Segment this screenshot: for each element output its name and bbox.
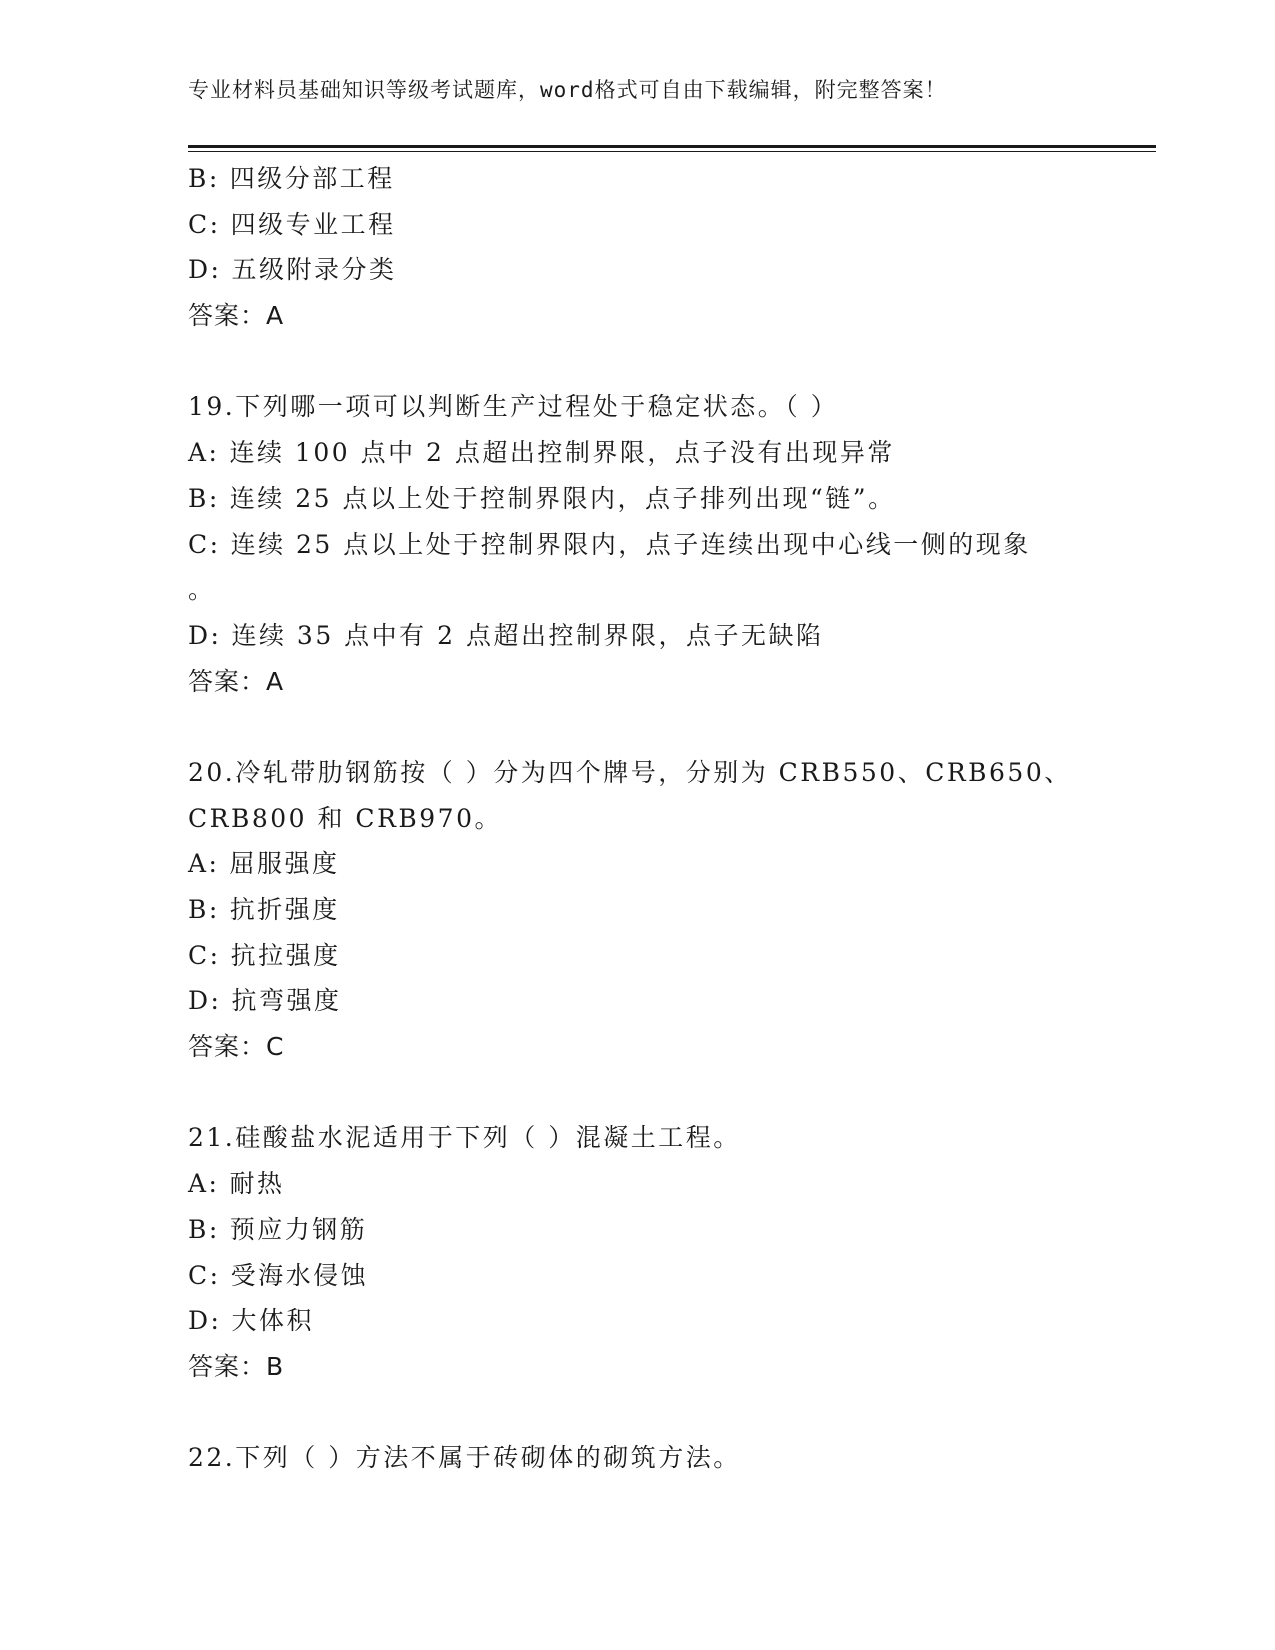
option-text: 屈服强度: [229, 849, 340, 879]
option-letter: D:: [188, 1306, 222, 1336]
answer-key: 答案：A: [188, 301, 285, 331]
option-text: 连续 100 点中 2 点超出控制界限，点子没有出现异常: [229, 438, 895, 468]
question-text: 20.冷轧带肋钢筋按（ ）分为四个牌号，分别为 CRB550、CRB650、: [188, 757, 1072, 787]
option-text: 抗弯强度: [231, 986, 342, 1016]
option-text: 受海水侵蚀: [230, 1260, 369, 1290]
option-letter: A:: [188, 438, 220, 468]
answer-option: [188, 1253, 1156, 1299]
answer-option: [188, 841, 1156, 887]
answer-option: [188, 430, 1156, 476]
option-letter: B:: [188, 164, 220, 193]
option-letter: A:: [188, 849, 220, 879]
option-letter: C:: [188, 940, 221, 970]
spacer: [188, 1070, 1156, 1116]
option-text: 耐热: [229, 1169, 285, 1199]
option-letter: D:: [188, 620, 222, 650]
option-letter: B:: [188, 895, 220, 924]
question-text: 21.硅酸盐水泥适用于下列（ ）混凝土工程。: [188, 1123, 741, 1153]
answer-option: [188, 1207, 1156, 1253]
option-text: 连续 25 点以上处于控制界限内，点子排列出现“链”。: [229, 483, 896, 513]
answer-option: [188, 522, 1156, 568]
page-header: 专业材料员基础知识等级考试题库，word格式可自由下载编辑，附完整答案！: [188, 78, 947, 102]
option-text: 预应力钢筋: [229, 1214, 368, 1244]
answer-key: 答案：C: [188, 1032, 285, 1062]
option-text: 四级专业工程: [230, 209, 396, 239]
option-text: 四级分部工程: [229, 164, 395, 193]
option-text: 抗拉强度: [230, 940, 341, 970]
option-text: 大体积: [231, 1306, 314, 1336]
answer-option: [188, 247, 1156, 293]
option-text: 五级附录分类: [231, 255, 397, 285]
question-text: 19.下列哪一项可以判断生产过程处于稳定状态。（ ）: [188, 392, 839, 422]
answer-option: [188, 933, 1156, 979]
answer-option: [188, 476, 1156, 522]
option-letter: A:: [188, 1169, 220, 1199]
answer-key: 答案：B: [188, 1351, 285, 1381]
question-list: [188, 156, 1156, 1481]
option-text: 连续 25 点以上处于控制界限内，点子连续出现中心线一侧的现象: [230, 529, 1031, 559]
answer-option: [188, 156, 1156, 202]
answer-option: [188, 202, 1156, 248]
question-text: 22.下列（ ）方法不属于砖砌体的砌筑方法。: [188, 1443, 741, 1473]
spacer: [188, 1390, 1156, 1436]
option-letter: B:: [188, 1214, 220, 1244]
answer-option: [188, 613, 1156, 659]
question-text: 。: [188, 575, 216, 605]
option-letter: C:: [188, 1260, 221, 1290]
answer-option: [188, 887, 1156, 933]
header-divider: [188, 145, 1156, 152]
answer-option: [188, 1161, 1156, 1207]
spacer: [188, 704, 1156, 750]
option-letter: B:: [188, 483, 220, 513]
option-letter: D:: [188, 986, 222, 1016]
spacer: [188, 339, 1156, 385]
answer-option: [188, 1298, 1156, 1344]
option-text: 连续 35 点中有 2 点超出控制界限，点子无缺陷: [231, 620, 824, 650]
option-letter: D:: [188, 255, 222, 285]
option-letter: C:: [188, 529, 221, 559]
option-text: 抗折强度: [229, 895, 340, 924]
answer-key: 答案：A: [188, 666, 285, 696]
answer-option: [188, 978, 1156, 1024]
option-letter: C:: [188, 209, 221, 239]
question-text: CRB800 和 CRB970。: [188, 803, 502, 833]
